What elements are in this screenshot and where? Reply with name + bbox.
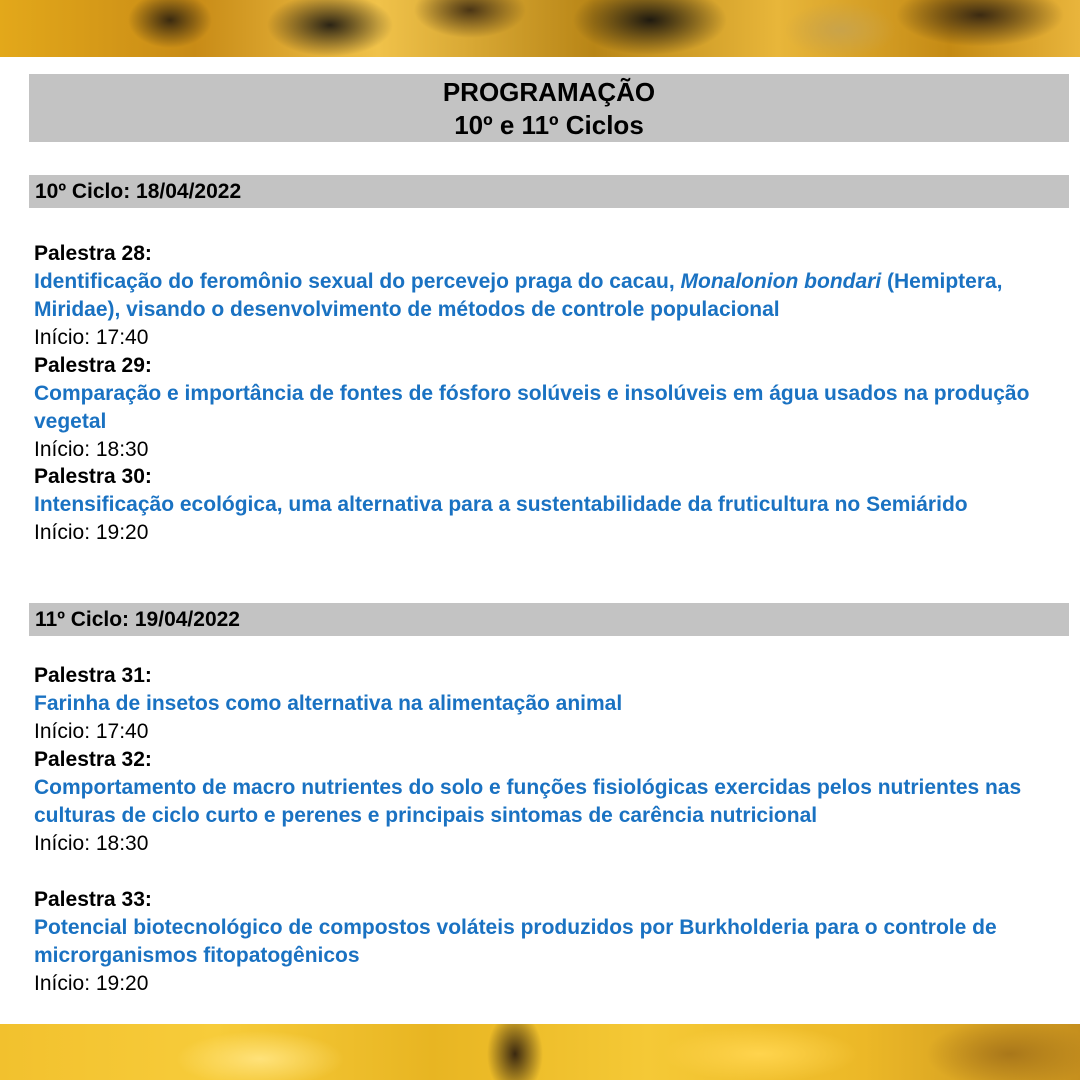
talk-label: Palestra 32: (34, 748, 152, 771)
talk-title: Intensificação ecológica, uma alternativa para a sustentabilidade da fruticultura no Semiárido (34, 493, 968, 516)
talk-start-time: Início: 18:30 (34, 832, 149, 855)
species-name: Monalonion bondari (680, 270, 882, 293)
cycle-header-11: 11º Ciclo: 19/04/2022 (29, 603, 1069, 636)
talk-start-time: Início: 17:40 (34, 326, 149, 349)
honeycomb-photo-banner-bottom (0, 1024, 1080, 1080)
title-line-1: PROGRAMAÇÃO (442, 77, 656, 107)
title-line-2: 10º e 11º Ciclos (454, 110, 644, 140)
talk-title: Comparação e importância de fontes de fósforo solúveis e insolúveis em água usados na produção vegetal (34, 382, 1030, 433)
talk-start-time: Início: 19:20 (34, 972, 149, 995)
talk-label: Palestra 29: (34, 354, 152, 377)
talk-title: Comportamento de macro nutrientes do solo e funções fisiológicas exercidas pelos nutrientes nas culturas de ciclo curto e perenes e principais sintomas de carência nutricional (34, 776, 1022, 827)
talk-title: Farinha de insetos como alternativa na alimentação animal (34, 692, 623, 715)
talk-title: Potencial biotecnológico de compostos voláteis produzidos por Burkholderia para o controle de microrganismos fitopatogênicos (34, 916, 997, 967)
talk-28 (34, 240, 1068, 352)
talk-32 (34, 746, 1034, 858)
talk-start-time: Início: 18:30 (34, 438, 149, 461)
talk-33 (34, 886, 1034, 998)
talk-start-time: Início: 19:20 (34, 521, 149, 544)
talk-label: Palestra 28: (34, 242, 152, 265)
talk-title: Identificação do feromônio sexual do percevejo praga do cacau, Monalonion bondari (Hemiptera, Miridae), visando o desenvolvimento de métodos de controle populacional (34, 270, 1003, 321)
talk-label: Palestra 33: (34, 888, 152, 911)
talk-start-time: Início: 17:40 (34, 720, 149, 743)
bee-photo-banner-top (0, 0, 1080, 57)
page-title (29, 74, 1069, 142)
talk-30 (34, 463, 1068, 547)
talk-29 (34, 352, 1068, 464)
cycle-header-10: 10º Ciclo: 18/04/2022 (29, 175, 1069, 208)
talk-31 (34, 662, 1068, 746)
talk-label: Palestra 30: (34, 465, 152, 488)
talk-label: Palestra 31: (34, 664, 152, 687)
